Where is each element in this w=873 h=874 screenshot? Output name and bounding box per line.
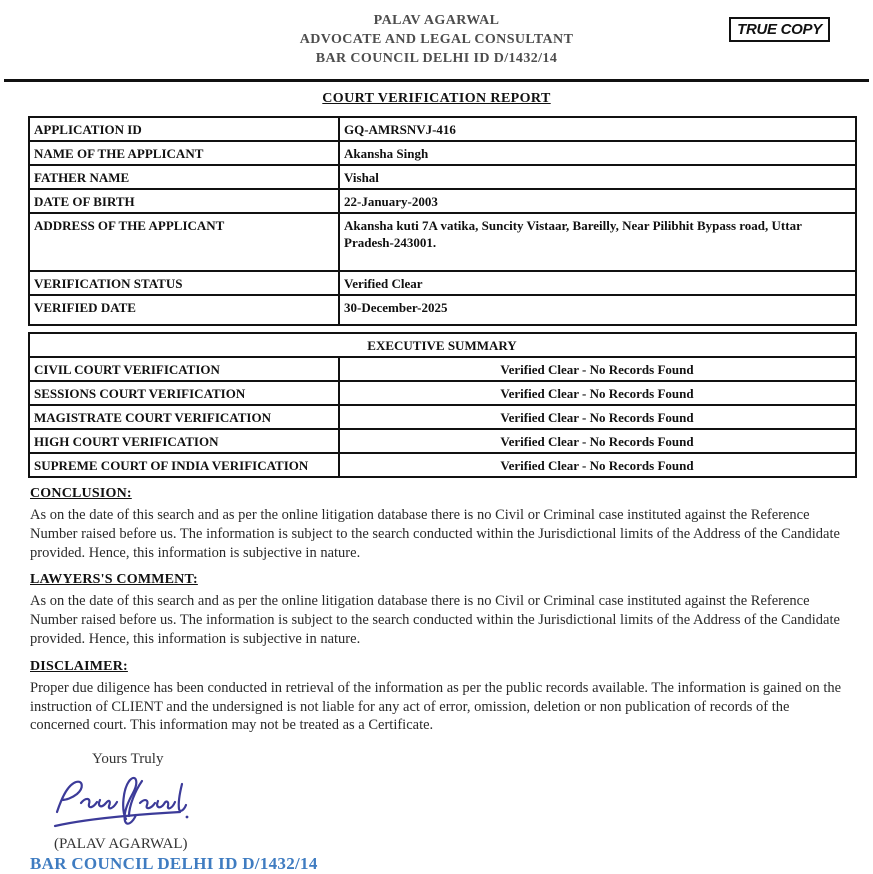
detail-label: DATE OF BIRTH [29, 189, 339, 213]
detail-value: GQ-AMRSNVJ-416 [339, 117, 856, 141]
advocate-bar-id: BAR COUNCIL DELHI ID D/1432/14 [315, 51, 558, 66]
signature-ink-strokes [50, 772, 195, 834]
disclaimer-section [30, 659, 847, 735]
summary-value: Verified Clear - No Records Found [339, 405, 856, 429]
table-row [29, 295, 856, 325]
table-row [29, 381, 856, 405]
detail-value: 30-December-2025 [339, 295, 856, 325]
summary-value: Verified Clear - No Records Found [339, 429, 856, 453]
advocate-subtitle: ADVOCATE AND LEGAL CONSULTANT [299, 32, 574, 47]
lawyers-comment-body: As on the date of this search and as per the online litigation database there is no Civil or Criminal case instituted against the Reference Number raised before us. The information is subject to the search conducted within the Jurisdictional limits of the Address of the Candidate provided. Hence, this information is subjective in nature. [30, 593, 840, 647]
header-divider [4, 79, 869, 82]
table-row [29, 141, 856, 165]
summary-label: SESSIONS COURT VERIFICATION [29, 381, 339, 405]
detail-value: Vishal [339, 165, 856, 189]
executive-summary-title: EXECUTIVE SUMMARY [29, 333, 856, 357]
detail-value: Akansha kuti 7A vatika, Suncity Vistaar, Bareilly, Near Pilibhit Bypass road, Uttar Pradesh-243001. [339, 213, 856, 271]
detail-label: FATHER NAME [29, 165, 339, 189]
detail-label: VERIFICATION STATUS [29, 271, 339, 295]
table-row [29, 429, 856, 453]
conclusion-body: As on the date of this search and as per the online litigation database there is no Civil or Criminal case instituted against the Reference Number raised before us. The information is subject to the search conducted within the Jurisdictional limits of the Address of the Candidate provided. Hence, this information is subjective in nature. [30, 507, 840, 561]
table-row [29, 357, 856, 381]
lawyers-comment-heading: LAWYERS'S COMMENT: [30, 572, 198, 588]
closing-text: Yours Truly [92, 751, 164, 768]
advocate-name: PALAV AGARWAL [373, 13, 500, 28]
table-row [29, 271, 856, 295]
detail-value: Verified Clear [339, 271, 856, 295]
signatory-name: (PALAV AGARWAL) [54, 836, 188, 853]
executive-summary-table [28, 332, 857, 478]
table-header-row [29, 333, 856, 357]
detail-value: 22-January-2003 [339, 189, 856, 213]
summary-label: HIGH COURT VERIFICATION [29, 429, 339, 453]
conclusion-heading: CONCLUSION: [30, 486, 132, 501]
applicant-details-table [28, 116, 857, 326]
footer-bar-council-id: BAR COUNCIL DELHI ID D/1432/14 [30, 854, 318, 874]
table-row [29, 189, 856, 213]
true-copy-stamp [729, 17, 830, 42]
page-title: COURT VERIFICATION REPORT [322, 91, 551, 106]
summary-value: Verified Clear - No Records Found [339, 381, 856, 405]
summary-label: MAGISTRATE COURT VERIFICATION [29, 405, 339, 429]
disclaimer-heading: DISCLAIMER: [30, 658, 128, 674]
true-copy-stamp-label: TRUE COPY [737, 21, 822, 38]
summary-value: Verified Clear - No Records Found [339, 453, 856, 477]
conclusion-section [30, 486, 847, 562]
lawyers-comment-section [30, 572, 847, 648]
table-row [29, 165, 856, 189]
table-row [29, 453, 856, 477]
table-row [29, 213, 856, 271]
detail-label: NAME OF THE APPLICANT [29, 141, 339, 165]
detail-value: Akansha Singh [339, 141, 856, 165]
detail-label: VERIFIED DATE [29, 295, 339, 325]
summary-value: Verified Clear - No Records Found [339, 357, 856, 381]
summary-label: SUPREME COURT OF INDIA VERIFICATION [29, 453, 339, 477]
table-row [29, 405, 856, 429]
detail-label: ADDRESS OF THE APPLICANT [29, 213, 339, 271]
disclaimer-body: Proper due diligence has been conducted in retrieval of the information as per the public records available. The information is gained on the instruction of CLIENT and the undersigned is not liable for any act of error, omission, deletion or non publication of records of the concerned court. This information may not be treated as a Certificate. [30, 679, 842, 734]
detail-label: APPLICATION ID [29, 117, 339, 141]
table-row [29, 117, 856, 141]
signature-image [50, 772, 195, 834]
summary-label: CIVIL COURT VERIFICATION [29, 357, 339, 381]
